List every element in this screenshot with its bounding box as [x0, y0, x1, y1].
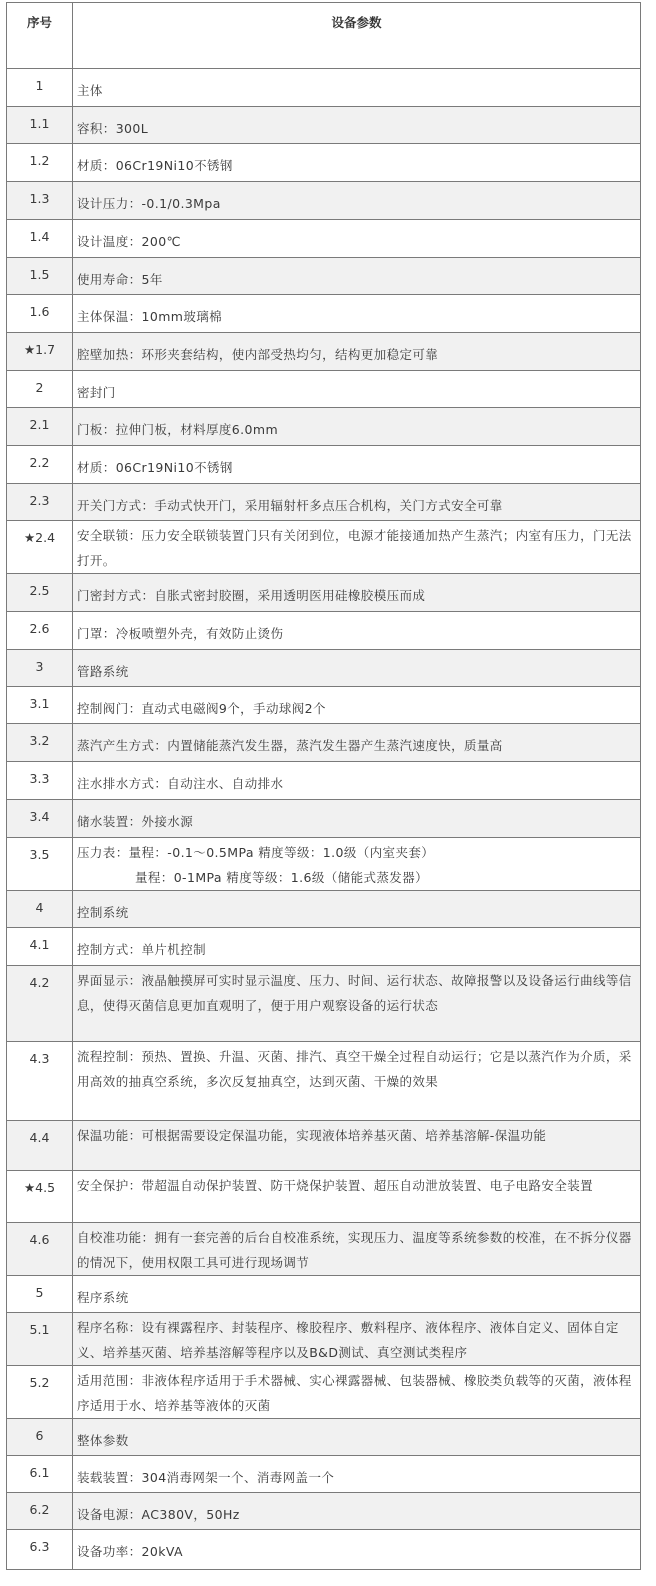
row-parameter: [73, 144, 641, 182]
parameter-text: 安全保护：带超温自动保护装置、防干烧保护装置、超压自动泄放装置、电子电路安全装置: [77, 1178, 594, 1193]
parameter-text: 设备功率：20kVA: [77, 1544, 183, 1559]
row-parameter: [73, 687, 641, 724]
table-row: [7, 800, 641, 838]
parameter-text: 材质：06Cr19Ni10不锈钢: [77, 158, 233, 173]
row-number: 4.6: [7, 1223, 73, 1276]
row-number: 3: [7, 650, 73, 687]
row-parameter: [73, 800, 641, 838]
parameter-text: 自校准功能：拥有一套完善的后台自校准系统，实现压力、温度等系统参数的校准，在不拆分仪器的情况下，使用权限工具可进行现场调节: [77, 1230, 632, 1270]
table-row: [7, 446, 641, 484]
row-number: 6.2: [7, 1493, 73, 1530]
parameter-text: 界面显示：液晶触摸屏可实时显示温度、压力、时间、运行状态、故障报警以及设备运行曲线等信息，使得灭菌信息更加直观明了，便于用户观察设备的运行状态: [77, 973, 632, 1013]
table-row: [7, 1530, 641, 1570]
row-number: 5: [7, 1276, 73, 1313]
row-parameter: [73, 1493, 641, 1530]
table-row: [7, 762, 641, 800]
parameter-text: 程序系统: [77, 1290, 129, 1305]
row-parameter: [73, 1419, 641, 1456]
row-parameter: [73, 1456, 641, 1493]
row-parameter: [73, 650, 641, 687]
row-parameter: [73, 724, 641, 762]
parameter-text: 压力表：量程：-0.1～0.5MPa 精度等级：1.0级（内室夹套）: [77, 845, 435, 860]
row-number: 6.3: [7, 1530, 73, 1570]
parameter-text: 整体参数: [77, 1433, 129, 1448]
row-parameter: [73, 891, 641, 928]
row-number: 2.6: [7, 612, 73, 650]
row-number: 4.1: [7, 928, 73, 966]
row-parameter: [73, 1171, 641, 1223]
row-parameter: [73, 1530, 641, 1570]
row-number: 4: [7, 891, 73, 928]
row-parameter: [73, 1313, 641, 1366]
row-number: 3.1: [7, 687, 73, 724]
parameter-text: 注水排水方式：自动注水、自动排水: [77, 776, 284, 791]
row-parameter: [73, 1223, 641, 1276]
table-row: [7, 1223, 641, 1276]
row-number: 2.5: [7, 574, 73, 612]
row-number: ★2.4: [7, 521, 73, 574]
row-parameter: [73, 1276, 641, 1313]
row-parameter: [73, 612, 641, 650]
parameter-text: 储水装置：外接水源: [77, 814, 194, 829]
row-number: 3.3: [7, 762, 73, 800]
row-number: 4.2: [7, 966, 73, 1042]
parameter-text: 门罩：冷板喷塑外壳，有效防止烫伤: [77, 626, 284, 641]
table-row: [7, 69, 641, 107]
row-number: 2.2: [7, 446, 73, 484]
row-parameter: [73, 574, 641, 612]
parameter-text: 主体: [77, 83, 103, 98]
table-row: [7, 220, 641, 258]
table-row: [7, 1419, 641, 1456]
parameter-sheet: [6, 2, 640, 1570]
row-parameter: [73, 762, 641, 800]
table-row: [7, 724, 641, 762]
row-number: 5.2: [7, 1366, 73, 1419]
parameter-text: 控制系统: [77, 905, 129, 920]
table-row: [7, 1493, 641, 1530]
parameter-text: 材质：06Cr19Ni10不锈钢: [77, 460, 233, 475]
row-number: 3.5: [7, 838, 73, 891]
row-parameter: [73, 258, 641, 295]
table-row: [7, 1121, 641, 1171]
parameter-text: 管路系统: [77, 664, 129, 679]
row-parameter: [73, 838, 641, 891]
row-parameter: [73, 408, 641, 446]
table-row: [7, 687, 641, 724]
row-parameter: [73, 966, 641, 1042]
row-parameter: [73, 1121, 641, 1171]
parameter-text: 设备电源：AC380V，50Hz: [77, 1507, 240, 1522]
parameter-text: 门密封方式：自胀式密封胶圈，采用透明医用硅橡胶模压而成: [77, 588, 426, 603]
table-row: [7, 612, 641, 650]
table-row: [7, 1276, 641, 1313]
table-row: [7, 1456, 641, 1493]
table-row: [7, 650, 641, 687]
parameter-text: 门板：拉伸门板，材料厚度6.0mm: [77, 422, 279, 437]
row-number: ★4.5: [7, 1171, 73, 1223]
parameter-text: 主体保温：10mm玻璃棉: [77, 309, 223, 324]
row-number: 5.1: [7, 1313, 73, 1366]
parameter-text: 控制阀门：直动式电磁阀9个，手动球阀2个: [77, 701, 326, 716]
header-parameters: 设备参数: [73, 3, 641, 69]
row-number: 1.3: [7, 182, 73, 220]
row-number: 1.4: [7, 220, 73, 258]
row-number: 1: [7, 69, 73, 107]
table-row: [7, 484, 641, 521]
row-number: 2: [7, 371, 73, 408]
table-row: [7, 333, 641, 371]
table-row: [7, 371, 641, 408]
table-row: [7, 574, 641, 612]
row-number: 1.1: [7, 107, 73, 144]
row-parameter: [73, 928, 641, 966]
row-number: 6: [7, 1419, 73, 1456]
parameter-text: 蒸汽产生方式：内置储能蒸汽发生器，蒸汽发生器产生蒸汽速度快，质量高: [77, 738, 503, 753]
parameter-text: 容积：300L: [77, 121, 149, 136]
table-row: [7, 891, 641, 928]
parameter-text-line2: 量程：0-1MPa 精度等级：1.6级（储能式蒸发器）: [135, 870, 428, 885]
row-number: 2.3: [7, 484, 73, 521]
table-row: [7, 1042, 641, 1121]
row-number: 1.2: [7, 144, 73, 182]
table-row: [7, 144, 641, 182]
parameter-text: 设计温度：200℃: [77, 234, 181, 249]
row-number: 6.1: [7, 1456, 73, 1493]
row-number: 1.5: [7, 258, 73, 295]
row-parameter: [73, 521, 641, 574]
table-row: [7, 258, 641, 295]
row-parameter: [73, 446, 641, 484]
parameter-text: 装载装置：304消毒网架一个、消毒网盖一个: [77, 1470, 335, 1485]
row-parameter: [73, 484, 641, 521]
row-parameter: [73, 107, 641, 144]
parameter-text: 设计压力：-0.1/0.3Mpa: [77, 196, 221, 211]
table-row: [7, 928, 641, 966]
parameter-text: 密封门: [77, 385, 116, 400]
table-row: [7, 295, 641, 333]
parameter-text: 控制方式：单片机控制: [77, 942, 207, 957]
table-row: [7, 521, 641, 574]
parameter-text: 适用范围：非液体程序适用于手术器械、实心裸露器械、包装器械、橡胶类负载等的灭菌，液体程序适用于水、培养基等液体的灭菌: [77, 1373, 632, 1413]
row-parameter: [73, 182, 641, 220]
row-number: 1.6: [7, 295, 73, 333]
row-number: 3.4: [7, 800, 73, 838]
table-row: [7, 182, 641, 220]
parameter-text: 开关门方式：手动式快开门，采用辐射杆多点压合机构，关门方式安全可靠: [77, 498, 503, 513]
table-row: [7, 838, 641, 891]
table-row: [7, 1171, 641, 1223]
table-row: [7, 107, 641, 144]
parameter-text: 保温功能：可根据需要设定保温功能，实现液体培养基灭菌、培养基溶解-保温功能: [77, 1128, 547, 1143]
parameter-text: 程序名称：设有裸露程序、封装程序、橡胶程序、敷料程序、液体程序、液体自定义、固体自定义、培养基灭菌、培养基溶解等程序以及B&D测试、真空测试类程序: [77, 1320, 619, 1360]
row-number: 3.2: [7, 724, 73, 762]
equipment-parameter-table: [6, 2, 641, 1570]
parameter-text: 腔壁加热：环形夹套结构，使内部受热均匀，结构更加稳定可靠: [77, 347, 439, 362]
table-row: [7, 1366, 641, 1419]
table-row: [7, 408, 641, 446]
table-row: [7, 966, 641, 1042]
table-header-row: [7, 3, 641, 69]
header-serial-number: 序号: [7, 3, 73, 69]
row-parameter: [73, 295, 641, 333]
row-parameter: [73, 1366, 641, 1419]
row-parameter: [73, 371, 641, 408]
parameter-text: 使用寿命：5年: [77, 272, 163, 287]
parameter-text: 流程控制：预热、置换、升温、灭菌、排汽、真空干燥全过程自动运行；它是以蒸汽作为介质，采用高效的抽真空系统，多次反复抽真空，达到灭菌、干燥的效果: [77, 1049, 632, 1089]
row-parameter: [73, 220, 641, 258]
row-parameter: [73, 69, 641, 107]
row-parameter: [73, 333, 641, 371]
row-number: ★1.7: [7, 333, 73, 371]
row-parameter: [73, 1042, 641, 1121]
table-row: [7, 1313, 641, 1366]
row-number: 4.3: [7, 1042, 73, 1121]
parameter-text: 安全联锁：压力安全联锁装置门只有关闭到位，电源才能接通加热产生蒸汽；内室有压力，门无法打开。: [77, 528, 632, 568]
row-number: 4.4: [7, 1121, 73, 1171]
row-number: 2.1: [7, 408, 73, 446]
